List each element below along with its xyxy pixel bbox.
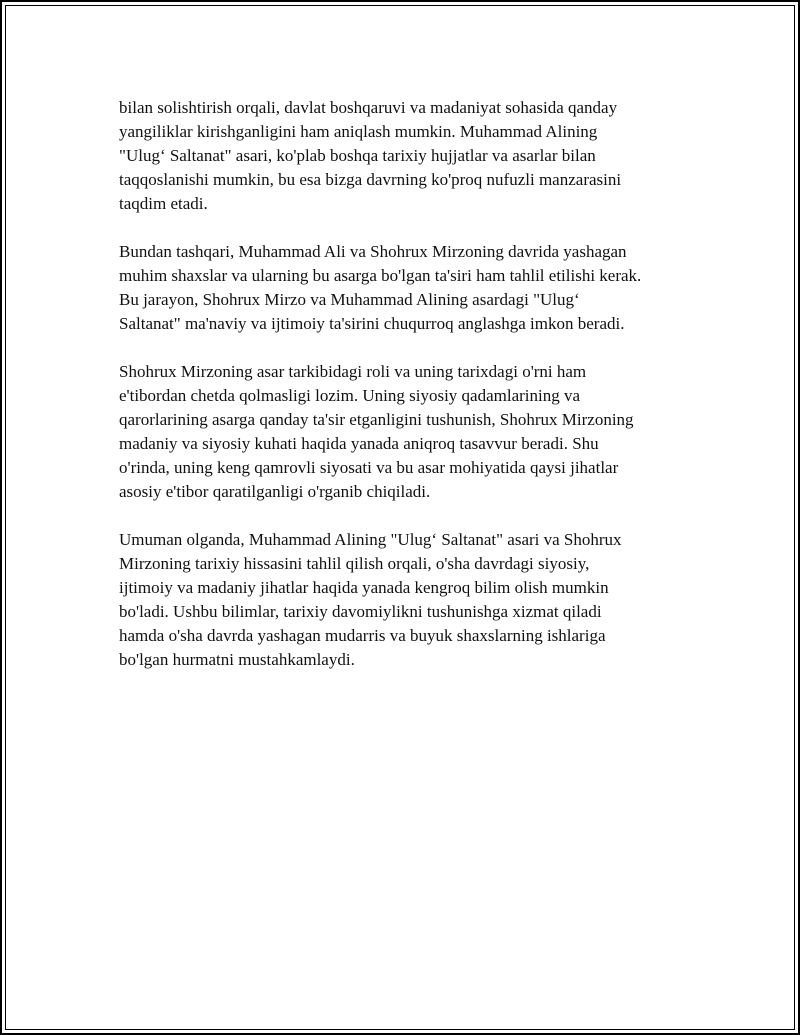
text-line: hamda o'sha davrda yashagan mudarris va buyuk shaxslarning ishlariga — [119, 626, 606, 645]
text-line: taqdim etadi. — [119, 194, 208, 213]
text-line: "Ulug‘ Saltanat" asari, ko'plab boshqa tarixiy hujjatlar va asarlar bilan — [119, 146, 596, 165]
text-line: Saltanat" ma'naviy va ijtimoiy ta'sirini chuqurroq anglashga imkon beradi. — [119, 314, 625, 333]
text-line: Bu jarayon, Shohrux Mirzo va Muhammad Alining asardagi "Ulug‘ — [119, 290, 580, 309]
text-line: qarorlarining asarga qanday ta'sir etganligini tushunish, Shohrux Mirzoning — [119, 410, 634, 429]
paragraph-4 — [119, 528, 694, 672]
text-line: Mirzoning tarixiy hissasini tahlil qilish orqali, o'sha davrdagi siyosiy, — [119, 554, 590, 573]
text-line: bo'lgan hurmatni mustahkamlaydi. — [119, 650, 355, 669]
text-line: muhim shaxslar va ularning bu asarga bo'lgan ta'siri ham tahlil etilishi kerak. — [119, 266, 642, 285]
document-body — [119, 96, 694, 696]
text-line: bo'ladi. Ushbu bilimlar, tarixiy davomiylikni tushunishga xizmat qiladi — [119, 602, 602, 621]
text-line: ijtimoiy va madaniy jihatlar haqida yanada kengroq bilim olish mumkin — [119, 578, 609, 597]
paragraph-3 — [119, 360, 694, 504]
text-line: Umuman olganda, Muhammad Alining "Ulug‘ Saltanat" asari va Shohrux — [119, 530, 622, 549]
text-line: Shohrux Mirzoning asar tarkibidagi roli va uning tarixdagi o'rni ham — [119, 362, 587, 381]
text-line: madaniy va siyosiy kuhati haqida yanada aniqroq tasavvur beradi. Shu — [119, 434, 599, 453]
paragraph-2 — [119, 240, 694, 336]
text-line: yangiliklar kirishganligini ham aniqlash mumkin. Muhammad Alining — [119, 122, 598, 141]
text-line: e'tibordan chetda qolmasligi lozim. Uning siyosiy qadamlarining va — [119, 386, 581, 405]
text-line: bilan solishtirish orqali, davlat boshqaruvi va madaniyat sohasida qanday — [119, 98, 618, 117]
text-line: Bundan tashqari, Muhammad Ali va Shohrux Mirzoning davrida yashagan — [119, 242, 627, 261]
text-line: o'rinda, uning keng qamrovli siyosati va bu asar mohiyatida qaysi jihatlar — [119, 458, 619, 477]
text-line: asosiy e'tibor qaratilganligi o'rganib chiqiladi. — [119, 482, 431, 501]
paragraph-1 — [119, 96, 694, 216]
text-line: taqqoslanishi mumkin, bu esa bizga davrning ko'proq nufuzli manzarasini — [119, 170, 622, 189]
